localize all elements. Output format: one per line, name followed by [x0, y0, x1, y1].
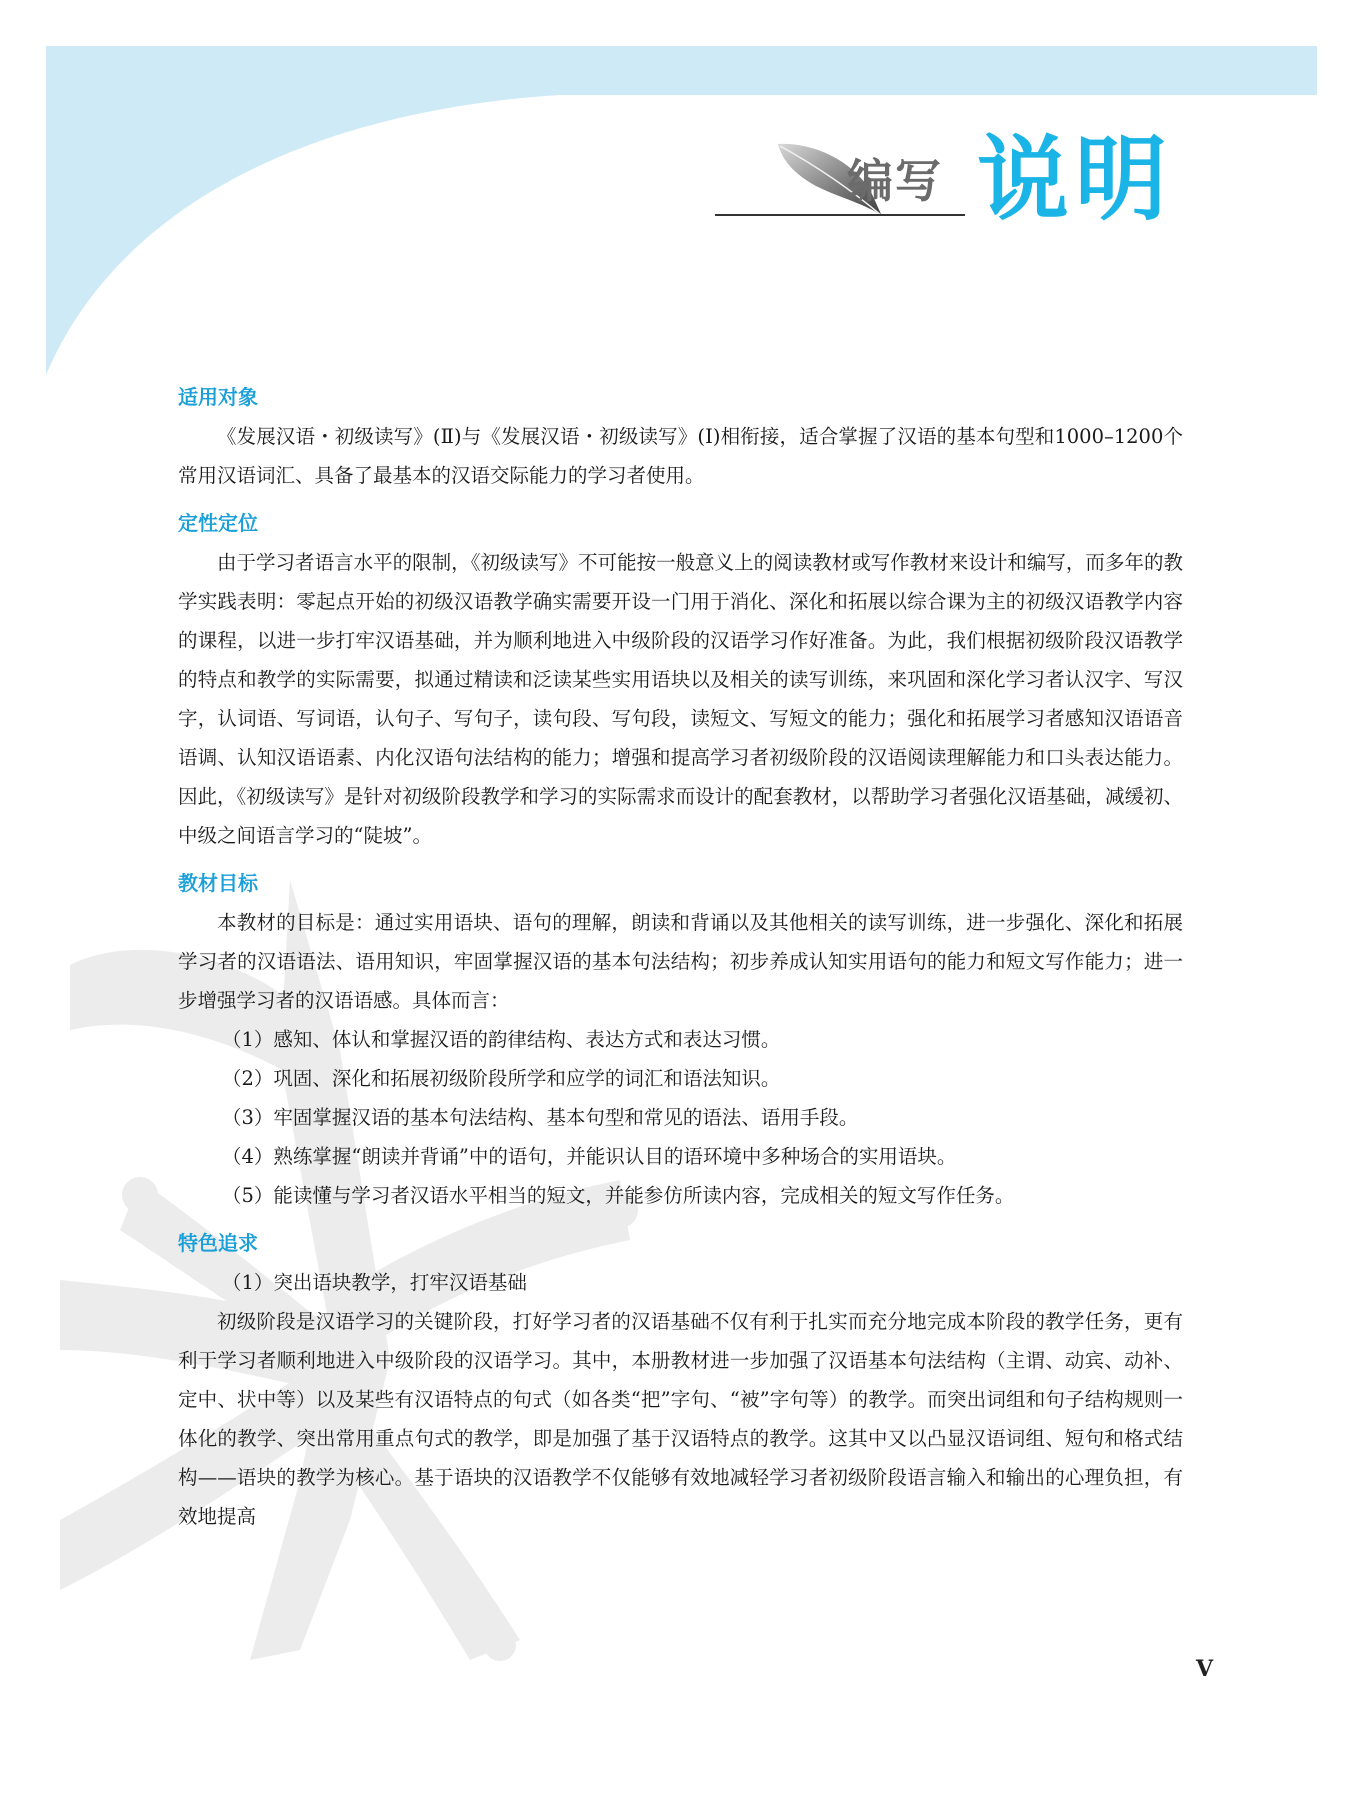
title-small: 编写	[847, 154, 943, 208]
list-item: （5）能读懂与学习者汉语水平相当的短文，并能参仿所读内容，完成相关的短文写作任务。	[222, 1184, 1015, 1207]
list-item: （2）巩固、深化和拓展初级阶段所学和应学的词汇和语法知识。	[222, 1067, 781, 1090]
page-title-block	[715, 126, 1185, 240]
section-positioning	[178, 509, 1183, 855]
title-big: 说明	[977, 126, 1174, 233]
list-item: （3）牢固掌握汉语的基本句法结构、基本句型和常见的语法、语用手段。	[222, 1106, 859, 1129]
paragraph: 由于学习者语言水平的限制，《初级读写》不可能按一般意义上的阅读教材或写作教材来设计和编写，而多年的教学实践表明：零起点开始的初级汉语教学确实需要开设一门用于消化、深化和拓展以综合课为主的初级汉语教学内容的课程，以进一步打牢汉语基础，并为顺利地进入中级阶段的汉语学习作好准备。为此，我们根据初级阶段汉语教学的特点和教学的实际需要，拟通过精读和泛读某些实用语块以及相关的读写训练，来巩固和深化学习者认汉字、写汉字，认词语、写词语，认句子、写句子，读句段、写句段，读短文、写短文的能力；强化和拓展学习者感知汉语语音语调、认知汉语语素、内化汉语句法结构的能力；增强和提高学习者初级阶段的汉语阅读理解能力和口头表达能力。因此，《初级读写》是针对初级阶段教学和学习的实际需求而设计的配套教材，以帮助学习者强化汉语基础，减缓初、中级之间语言学习的“陡坡”。	[178, 551, 1183, 847]
paragraph: 初级阶段是汉语学习的关键阶段，打好学习者的汉语基础不仅有利于扎实而充分地完成本阶段的教学任务，更有利于学习者顺利地进入中级阶段的汉语学习。其中，本册教材进一步加强了汉语基本句法结构（主谓、动宾、动补、定中、状中等）以及某些有汉语特点的句式（如各类“把”字句、“被”字句等）的教学。而突出词组和句子结构规则一体化的教学、突出常用重点句式的教学，即是加强了基于汉语特点的教学。这其中又以凸显汉语词组、短句和格式结构——语块的教学为核心。基于语块的汉语教学不仅能够有效地减轻学习者初级阶段语言输入和输出的心理负担，有效地提高	[178, 1310, 1183, 1528]
title-underline	[715, 214, 965, 216]
list-item: （1）感知、体认和掌握汉语的韵律结构、表达方式和表达习惯。	[222, 1028, 781, 1051]
section-heading: 特色追求	[178, 1231, 258, 1255]
section-target	[178, 383, 1183, 495]
section-goals	[178, 869, 1183, 1215]
subheading: （1）突出语块教学，打牢汉语基础	[222, 1271, 527, 1294]
paragraph: 《发展汉语・初级读写》(Ⅱ)与《发展汉语・初级读写》(Ⅰ)相衔接，适合掌握了汉语的基本句型和1000–1200个常用汉语词汇、具备了最基本的汉语交际能力的学习者使用。	[178, 425, 1183, 487]
main-content	[178, 383, 1183, 1550]
section-heading: 教材目标	[178, 871, 258, 895]
section-heading: 定性定位	[178, 511, 258, 535]
section-heading: 适用对象	[178, 385, 258, 409]
paragraph: 本教材的目标是：通过实用语块、语句的理解，朗读和背诵以及其他相关的读写训练，进一步强化、深化和拓展学习者的汉语语法、语用知识，牢固掌握汉语的基本句法结构；初步养成认知实用语句的能力和短文写作能力；进一步增强学习者的汉语语感。具体而言：	[178, 911, 1183, 1012]
page-number: V	[1196, 1656, 1214, 1682]
section-features	[178, 1229, 1183, 1536]
list-item: （4）熟练掌握“朗读并背诵”中的语句，并能识认目的语环境中多种场合的实用语块。	[222, 1145, 957, 1168]
